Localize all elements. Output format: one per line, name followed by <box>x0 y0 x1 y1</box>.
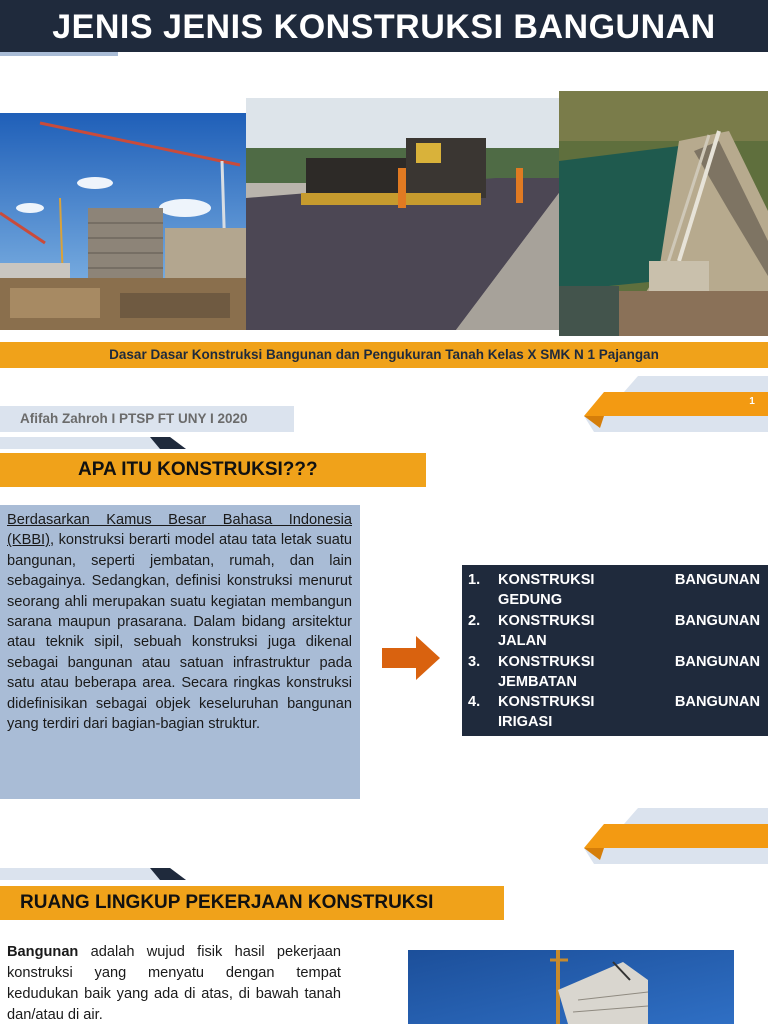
section-heading: APA ITU KONSTRUKSI??? <box>78 459 318 480</box>
dam-irrigation-photo <box>559 91 768 336</box>
building-crane-photo <box>408 950 734 1024</box>
bangunan-term: Bangunan <box>7 944 79 960</box>
road-paving-photo <box>246 98 559 330</box>
subtitle: Dasar Dasar Konstruksi Bangunan dan Pengukuran Tanah Kelas X SMK N 1 Pajangan <box>109 347 659 362</box>
page-number: 1 <box>749 396 755 407</box>
bangunan-body: adalah wujud fisik hasil pekerjaan konstruksi yang menyatu dengan tempat kedudukan baik yang ada di atas, di bawah tanah dan/atau di air. <box>7 944 341 1023</box>
building-construction-photo <box>0 113 246 330</box>
slide-title: JENIS JENIS KONSTRUKSI BANGUNAN <box>52 8 716 46</box>
author-credit: Afifah Zahroh I PTSP FT UNY I 2020 <box>20 411 248 426</box>
title-accent-line <box>0 52 118 56</box>
kbbi-link-text: Berdasarkan Kamus Besar Bahasa Indonesia (KBBI) <box>7 512 352 549</box>
section-heading-2: RUANG LINGKUP PEKERJAAN KONSTRUKSI <box>20 892 434 913</box>
definition-body: , konstruksi berarti model atau tata letak suatu bangunan, seperti jembatan, rumah, dan lain sebagainya. Sedangkan, definisi konstruksi menurut seorang ahli merupakan suatu kegiatan membangun sarana maupun prasarana. Dalam bidang arsitektur atau teknik sipil, sebuah konstruksi juga dikenal sebagai bangunan atau satuan infrastruktur pada satu atau beberapa area. Secara ringkas konstruksi didefinisikan sebagai objek keseluruhan bangunan yang terdiri dari bagian-bagian struktur. <box>7 532 352 733</box>
bangunan-definition <box>7 942 341 1024</box>
definition-text <box>7 510 352 734</box>
